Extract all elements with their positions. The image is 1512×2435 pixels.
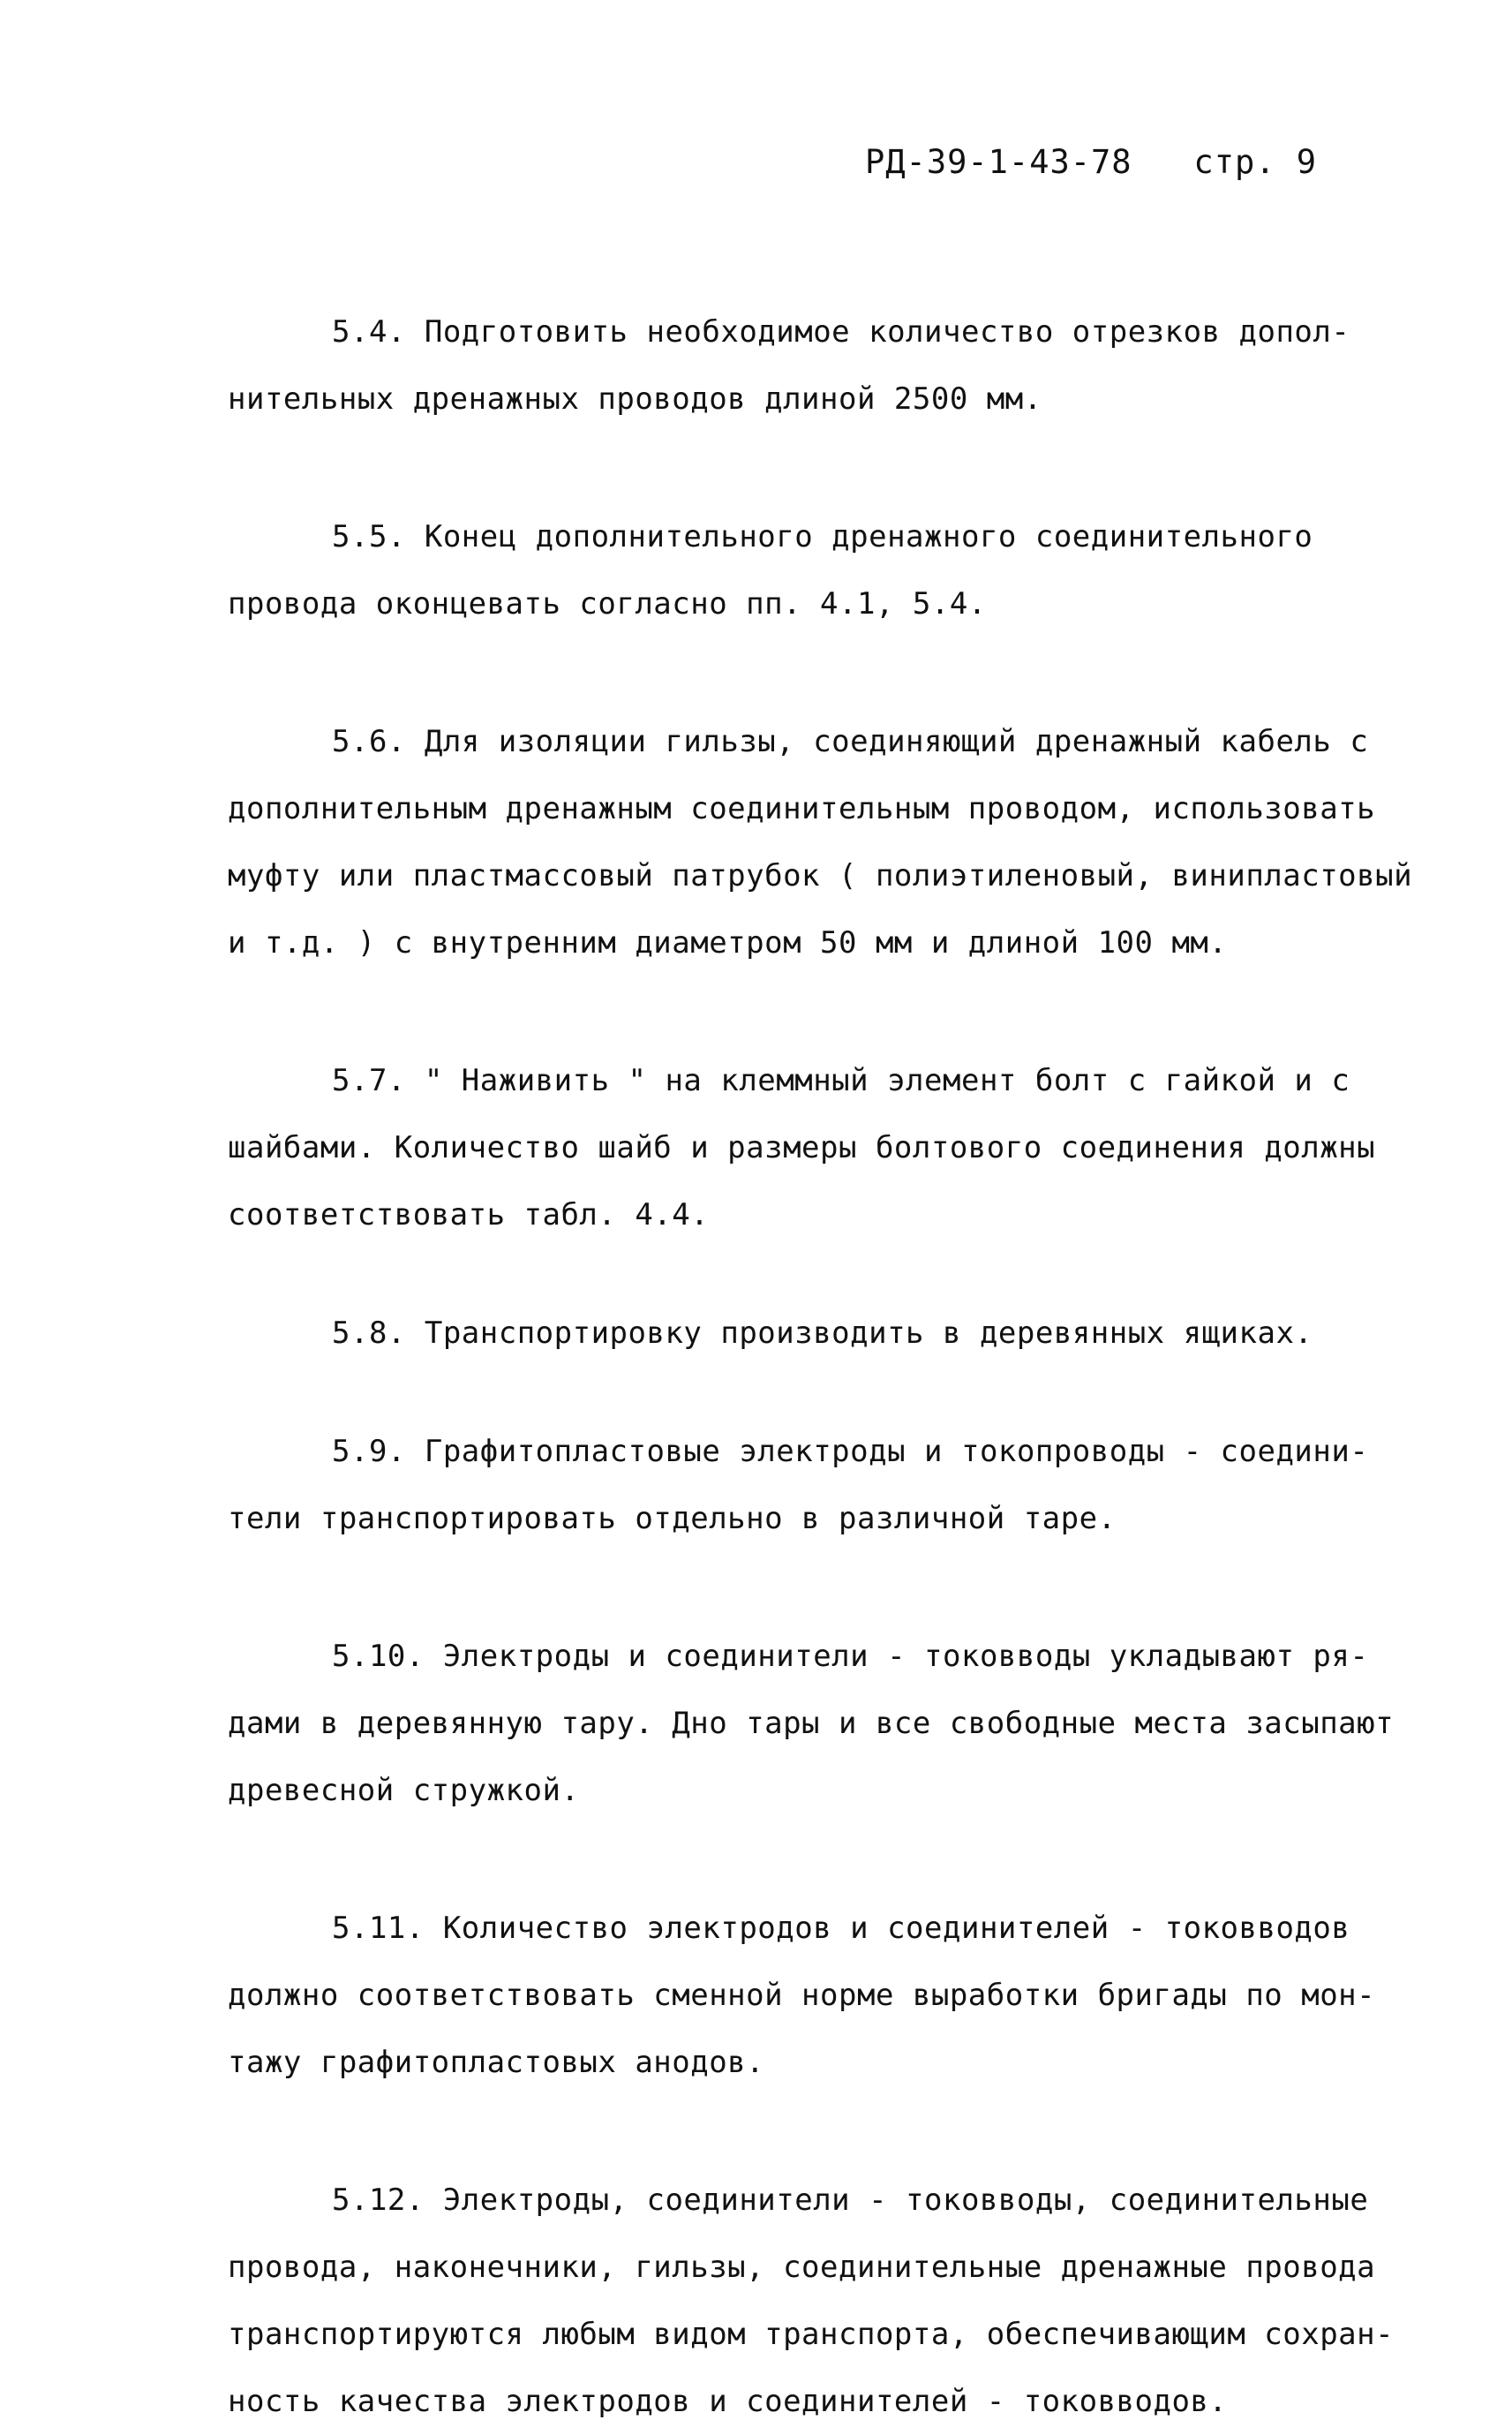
paragraph-5-9 <box>228 1418 1369 1552</box>
text-line: 5.11. Количество электродов и соединителей - токовводов <box>332 1911 1350 1946</box>
text-line: древесной стружкой. <box>228 1773 580 1808</box>
paragraph-5-6 <box>228 708 1413 976</box>
text-line: 5.9. Графитопластовые электроды и токопроводы - соедини- <box>332 1434 1369 1469</box>
paragraph-5-10 <box>228 1623 1395 1824</box>
text-line: ность качества электродов и соединителей - токовводов. <box>228 2384 1228 2419</box>
paragraph-5-7 <box>228 1047 1376 1248</box>
text-line: соответствовать табл. 4.4. <box>228 1197 710 1233</box>
page-header <box>865 143 1317 181</box>
text-line: провода, наконечники, гильзы, соединительные дренажные провода <box>228 2250 1376 2285</box>
paragraph-5-4 <box>228 298 1350 433</box>
paragraph-5-8 <box>228 1300 1340 1367</box>
paragraph-5-11 <box>228 1895 1376 2096</box>
text-line: дами в деревянную тару. Дно тары и все свободные места засыпают <box>228 1706 1395 1741</box>
text-line: 5.8. Транспортировку производить в деревянных ящиках. <box>332 1316 1313 1351</box>
text-line: шайбами. Количество шайб и размеры болтового соединения должны <box>228 1130 1376 1165</box>
text-line: тажу графитопластовых анодов. <box>228 2045 765 2080</box>
text-line: 5.7. " Наживить " на клеммный элемент болт с гайкой и с <box>332 1063 1350 1098</box>
text-line: провода оконцевать согласно пп. 4.1, 5.4. <box>228 586 987 622</box>
text-line: муфту или пластмассовый патрубок ( полиэтиленовый, винипластовый <box>228 858 1413 893</box>
text-line: 5.10. Электроды и соединители - токовводы укладывают ря- <box>332 1639 1369 1674</box>
text-line: 5.5. Конец дополнительного дренажного соединительного <box>332 519 1313 554</box>
text-line: и т.д. ) с внутренним диаметром 50 мм и длиной 100 мм. <box>228 925 1228 961</box>
page-number: стр. 9 <box>1193 143 1318 181</box>
text-line: 5.12. Электроды, соединители - токовводы, соединительные <box>332 2182 1369 2218</box>
text-line: дополнительным дренажным соединительным проводом, использовать <box>228 791 1376 826</box>
paragraph-5-12 <box>228 2167 1395 2435</box>
text-line: 5.4. Подготовить необходимое количество отрезков допол- <box>332 314 1350 350</box>
text-line: нительных дренажных проводов длиной 2500 мм. <box>228 381 1042 417</box>
text-line: транспортируются любым видом транспорта, обеспечивающим сохран- <box>228 2317 1395 2352</box>
document-code: РД-39-1-43-78 <box>865 143 1132 181</box>
document-body <box>228 298 1413 2435</box>
text-line: должно соответствовать сменной норме выработки бригады по мон- <box>228 1978 1376 2013</box>
paragraph-5-5 <box>228 503 1340 637</box>
text-line: тели транспортировать отдельно в различной таре. <box>228 1501 1117 1536</box>
text-line: 5.6. Для изоляции гильзы, соединяющий дренажный кабель с <box>332 724 1369 759</box>
